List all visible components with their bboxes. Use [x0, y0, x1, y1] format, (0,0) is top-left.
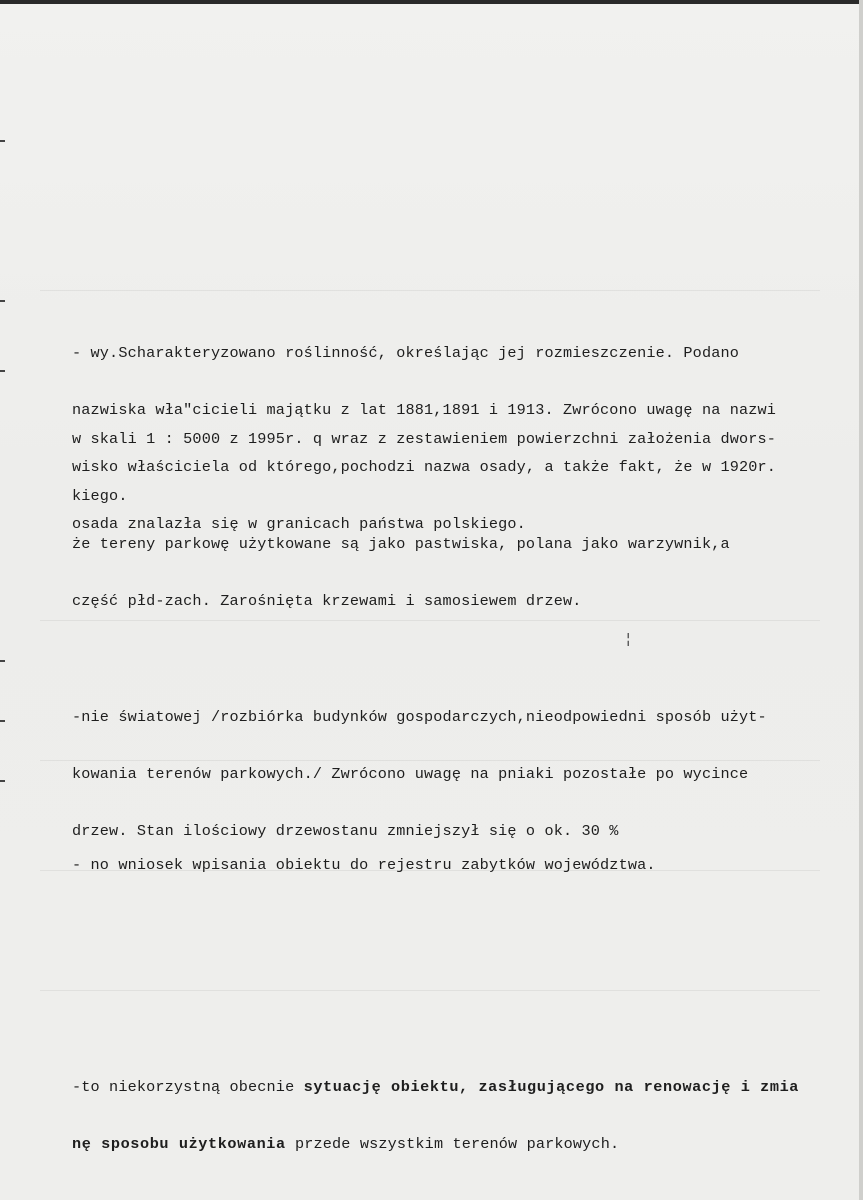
- text-line: kowania terenów parkowych./ Zwrócono uwagę na pniaki pozostałe po wycince: [72, 765, 749, 783]
- scan-top-edge: [0, 0, 863, 4]
- text-normal: przede wszystkim terenów parkowych.: [285, 1135, 620, 1153]
- scan-right-edge: [859, 0, 863, 1200]
- text-line: - wy.Scharakteryzowano roślinność, określając jej rozmieszczenie. Podano: [72, 344, 740, 362]
- text-line: część płd-zach. Zarośnięta krzewami i samosiewem drzew.: [72, 592, 582, 610]
- paragraph-conclusion: [72, 1040, 799, 1192]
- paragraph-park-usage: [72, 497, 730, 649]
- text-line: kiego.: [72, 487, 128, 505]
- text-line: -nie światowej /rozbiórka budynków gospodarczych,nieodpowiedni sposób użyt-: [72, 708, 767, 726]
- text-line: w skali 1 : 5000 z 1995r. q wraz z zestawieniem powierzchni założenia dwors-: [72, 430, 777, 448]
- text-line: [72, 1078, 799, 1097]
- paragraph-registry-request: [72, 818, 656, 913]
- bleed-through-line: [40, 290, 820, 291]
- text-line: - no wniosek wpisania obiektu do rejestru zabytków województwa.: [72, 856, 656, 874]
- text-line: nazwiska wła"cicieli majątku z lat 1881,1891 i 1913. Zwrócono uwagę na nazwi: [72, 401, 777, 419]
- text-bold: nę sposobu użytkowania: [72, 1135, 286, 1153]
- text-line: [72, 1135, 799, 1154]
- bleed-through-line: [40, 990, 820, 991]
- text-line: wisko właściciela od którego,pochodzi nazwa osady, a także fakt, że w 1920r.: [72, 458, 777, 476]
- text-normal: -to niekorzystną obecnie: [72, 1078, 304, 1096]
- margin-tick-mark: ¦: [624, 632, 633, 648]
- text-line: że tereny parkowę użytkowane są jako pastwiska, polana jako warzywnik,a: [72, 535, 730, 553]
- text-line: drzew. Stan ilościowy drzewostanu zmniejszył się o ok. 30 %: [72, 822, 619, 840]
- text-bold: sytuację obiektu, zasługującego na renowację i zmia: [303, 1078, 800, 1096]
- margin-marks: [0, 140, 8, 840]
- text-line: osada znalazła się w granicach państwa polskiego.: [72, 515, 526, 533]
